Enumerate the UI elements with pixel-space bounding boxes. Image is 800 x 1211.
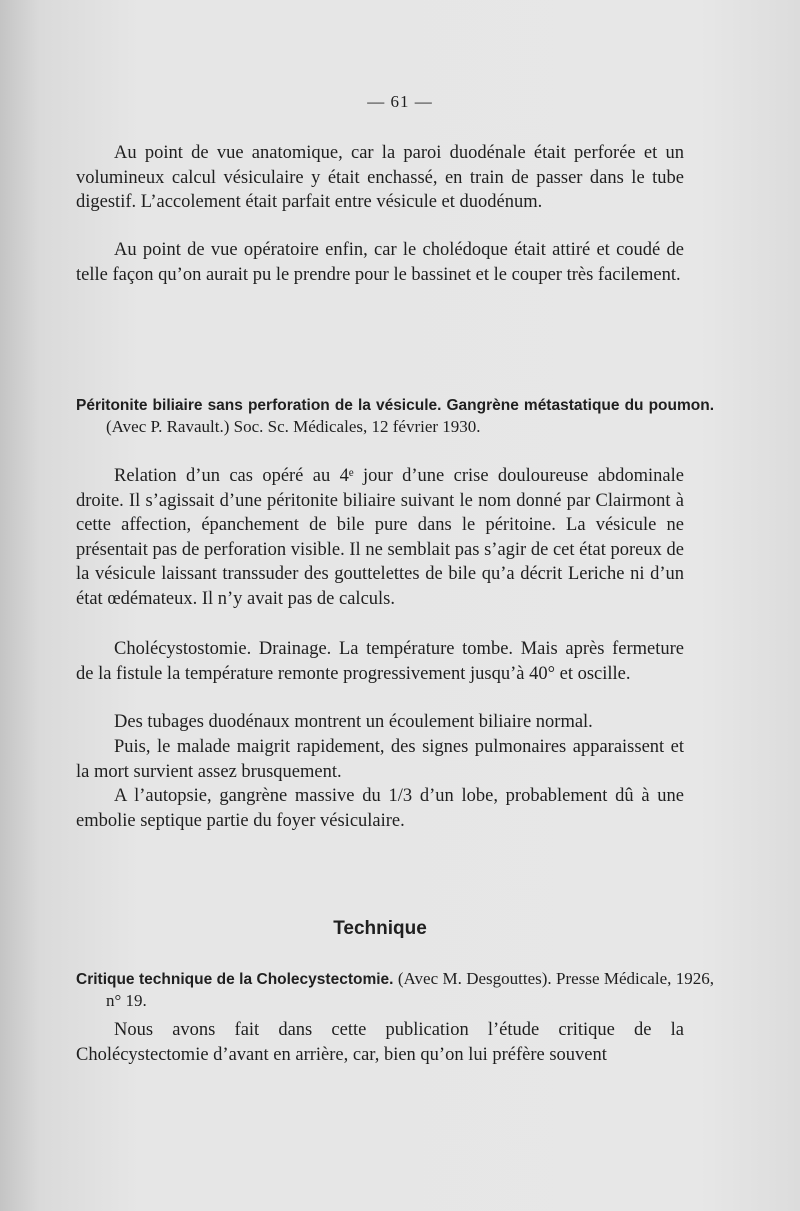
entry-paragraph-critique: Nous avons fait dans cette publication l’étude critique de la Cholécystectomie d’avant en arrière, car, bien qu’on lui préfère souvent — [76, 1020, 684, 1065]
entry-title: Péritonite biliaire sans perforation de la vésicule. Gangrène métastatique du poumon. — [76, 397, 714, 414]
entry-citation: (Avec M. Desgouttes). Presse Médicale, 1926, n° 19. — [106, 969, 714, 1010]
entry-paragraph-case: Relation d’un cas opéré au 4ᵉ jour d’une crise douloureuse abdominale droite. Il s’agissait d’une péritonite biliaire suivant le nom donné par Clairmont à cette affection, épanchement de bile pure dans le péritoine. La vésicule ne présentait pas de perforation visible. Il ne semblait pas s’agir de cet état poreux de la vésicule laissant transsuder des gouttelettes de bile qu’a décrit Leriche ni d’un état œdémateux. Il n’y avait pas de calculs. — [76, 466, 684, 609]
entry-paragraph-autopsy: A l’autopsie, gangrène massive du 1/3 d’un lobe, probablement dû à une embolie septique partie du foyer vésiculaire. — [76, 786, 684, 831]
entry-title: Critique technique de la Cholecystectomie. — [76, 971, 394, 988]
entry-paragraph-tubages: Des tubages duodénaux montrent un écoulement biliaire normal. — [114, 712, 593, 732]
section-title: Technique — [333, 918, 427, 939]
intro-paragraph-operative: Au point de vue opératoire enfin, car le cholédoque était attiré et coudé de telle façon qu’on aurait pu le prendre pour le bassinet et le couper très facilement. — [76, 240, 684, 285]
page-number: — 61 — — [367, 92, 433, 111]
intro-paragraph-anatomical: Au point de vue anatomique, car la paroi duodénale était perforée et un volumineux calcul vésiculaire y était enchassé, en train de passer dans le tube digestif. L’accolement était parfait entre vésicule et duodénum. — [76, 143, 684, 212]
entry-paragraph-treatment: Cholécystostomie. Drainage. La température tombe. Mais après fermeture de la fistule la température remonte progressivement jusqu’à 40° et oscille. — [76, 639, 684, 684]
bibliography-entry-cholecystectomie — [76, 968, 714, 1011]
bibliography-entry-peritonite — [76, 394, 714, 437]
entry-paragraph-evolution: Puis, le malade maigrit rapidement, des signes pulmonaires apparaissent et la mort survient assez brusquement. — [76, 737, 684, 782]
entry-citation: (Avec P. Ravault.) Soc. Sc. Médicales, 12 février 1930. — [106, 417, 481, 436]
